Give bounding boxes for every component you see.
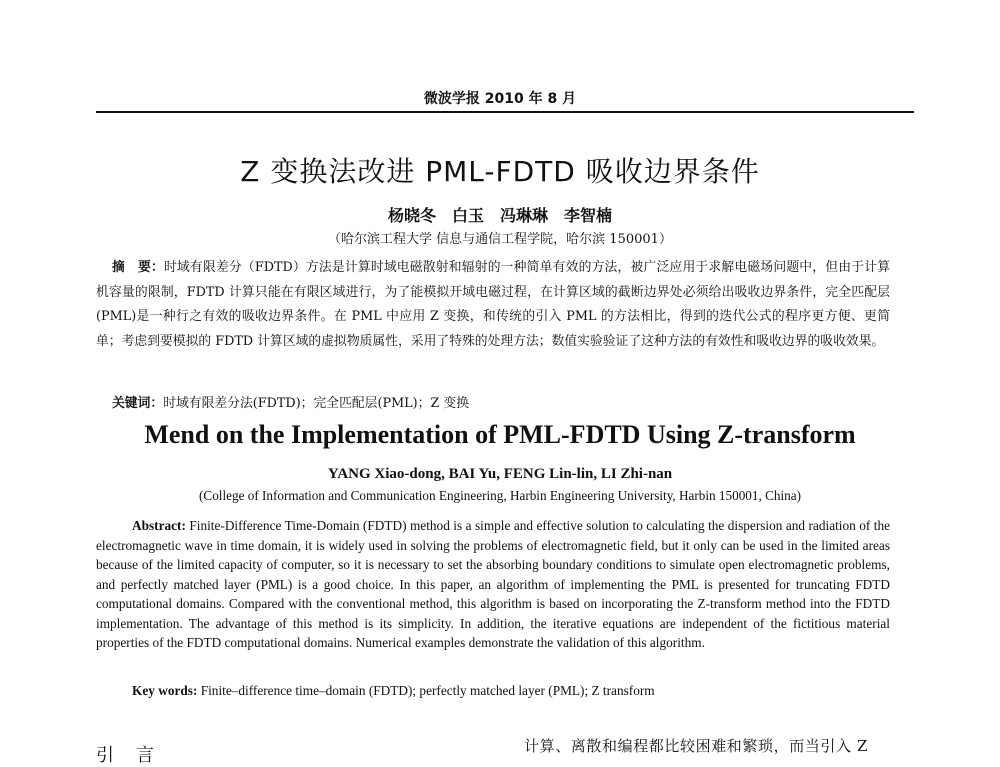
chinese-keywords [112, 392, 892, 411]
english-title: Mend on the Implementation of PML-FDTD Using Z-transform [144, 420, 856, 449]
english-abstract-text: Finite-Difference Time-Domain (FDTD) method is a simple and effective solution to calculating the dispersion and radiation of the electromagnetic wave in time domain, it is widely used in solving the problems of electromagnetic field, but it only can be used in the limited areas because of the limited capacity of computer, so it is necessary to set the absorbing boundary conditions to simulate open electromagnetic problems, and perfectly matched layer (PML) is a good choice. In this paper, an algorithm of implementing the PML is presented for truncating FDTD computational domains. Compared with the conventional method, this algorithm is based on incorporating the Z-transform method into the FDTD implementation. The advantage of this method is its simplicity. In addition, the iterative equations are independent of the fictitious material properties of the FDTD computational domains. Numerical examples demonstrate the validation of this algorithm. [96, 518, 890, 650]
english-authors: YANG Xiao-dong, BAI Yu, FENG Lin-lin, LI Zhi-nan [327, 466, 673, 482]
english-keywords [132, 683, 892, 699]
english-keywords-label: Key words: [132, 683, 201, 698]
body-text-right-column: 计算、离散和编程都比较困难和繁琐，而当引入 Z [524, 737, 868, 755]
chinese-authors: 杨晓冬 白玉 冯琳琳 李智楠 [387, 206, 612, 225]
chinese-title: Z 变换法改进 PML-FDTD 吸收边界条件 [240, 155, 760, 188]
running-head: 微波学报 2010 年 8 月 [423, 91, 577, 107]
header-rule [96, 111, 914, 113]
chinese-abstract [96, 256, 890, 355]
chinese-affiliation: （哈尔滨工程大学 信息与通信工程学院，哈尔滨 150001） [328, 232, 672, 247]
chinese-keywords-text: 时域有限差分法(FDTD)；完全匹配层(PML)；Z 变换 [163, 396, 470, 411]
english-abstract [96, 516, 890, 653]
chinese-abstract-text: 时域有限差分（FDTD）方法是计算时域电磁散射和辐射的一种简单有效的方法，被广泛应用于求解电磁场问题中，但由于计算机容量的限制，FDTD 计算只能在有限区域进行，为了能模拟开域电磁过程，在计算区域的截断边界处必须给出吸收边界条件，完全匹配层(PML)是一种行之有效的吸收边界条件。在 PML 中应用 Z 变换，和传统的引入 PML 的方法相比，得到的迭代公式的程序更方便、更简单；考虑到要模拟的 FDTD 计算区域的虚拟物质属性，采用了特殊的处理方法；数值实验验证了这种方法的有效性和吸收边界的吸收效果。 [96, 260, 891, 350]
section-heading-introduction: 引言 [96, 745, 176, 766]
english-abstract-label: Abstract: [132, 518, 190, 533]
chinese-abstract-label: 摘 要： [112, 260, 164, 275]
english-keywords-text: Finite–difference time–domain (FDTD); perfectly matched layer (PML); Z transform [200, 683, 655, 698]
english-affiliation: (College of Information and Communication Engineering, Harbin Engineering University, Harbin 150001, China) [199, 488, 801, 503]
chinese-keywords-label: 关键词： [112, 396, 164, 411]
